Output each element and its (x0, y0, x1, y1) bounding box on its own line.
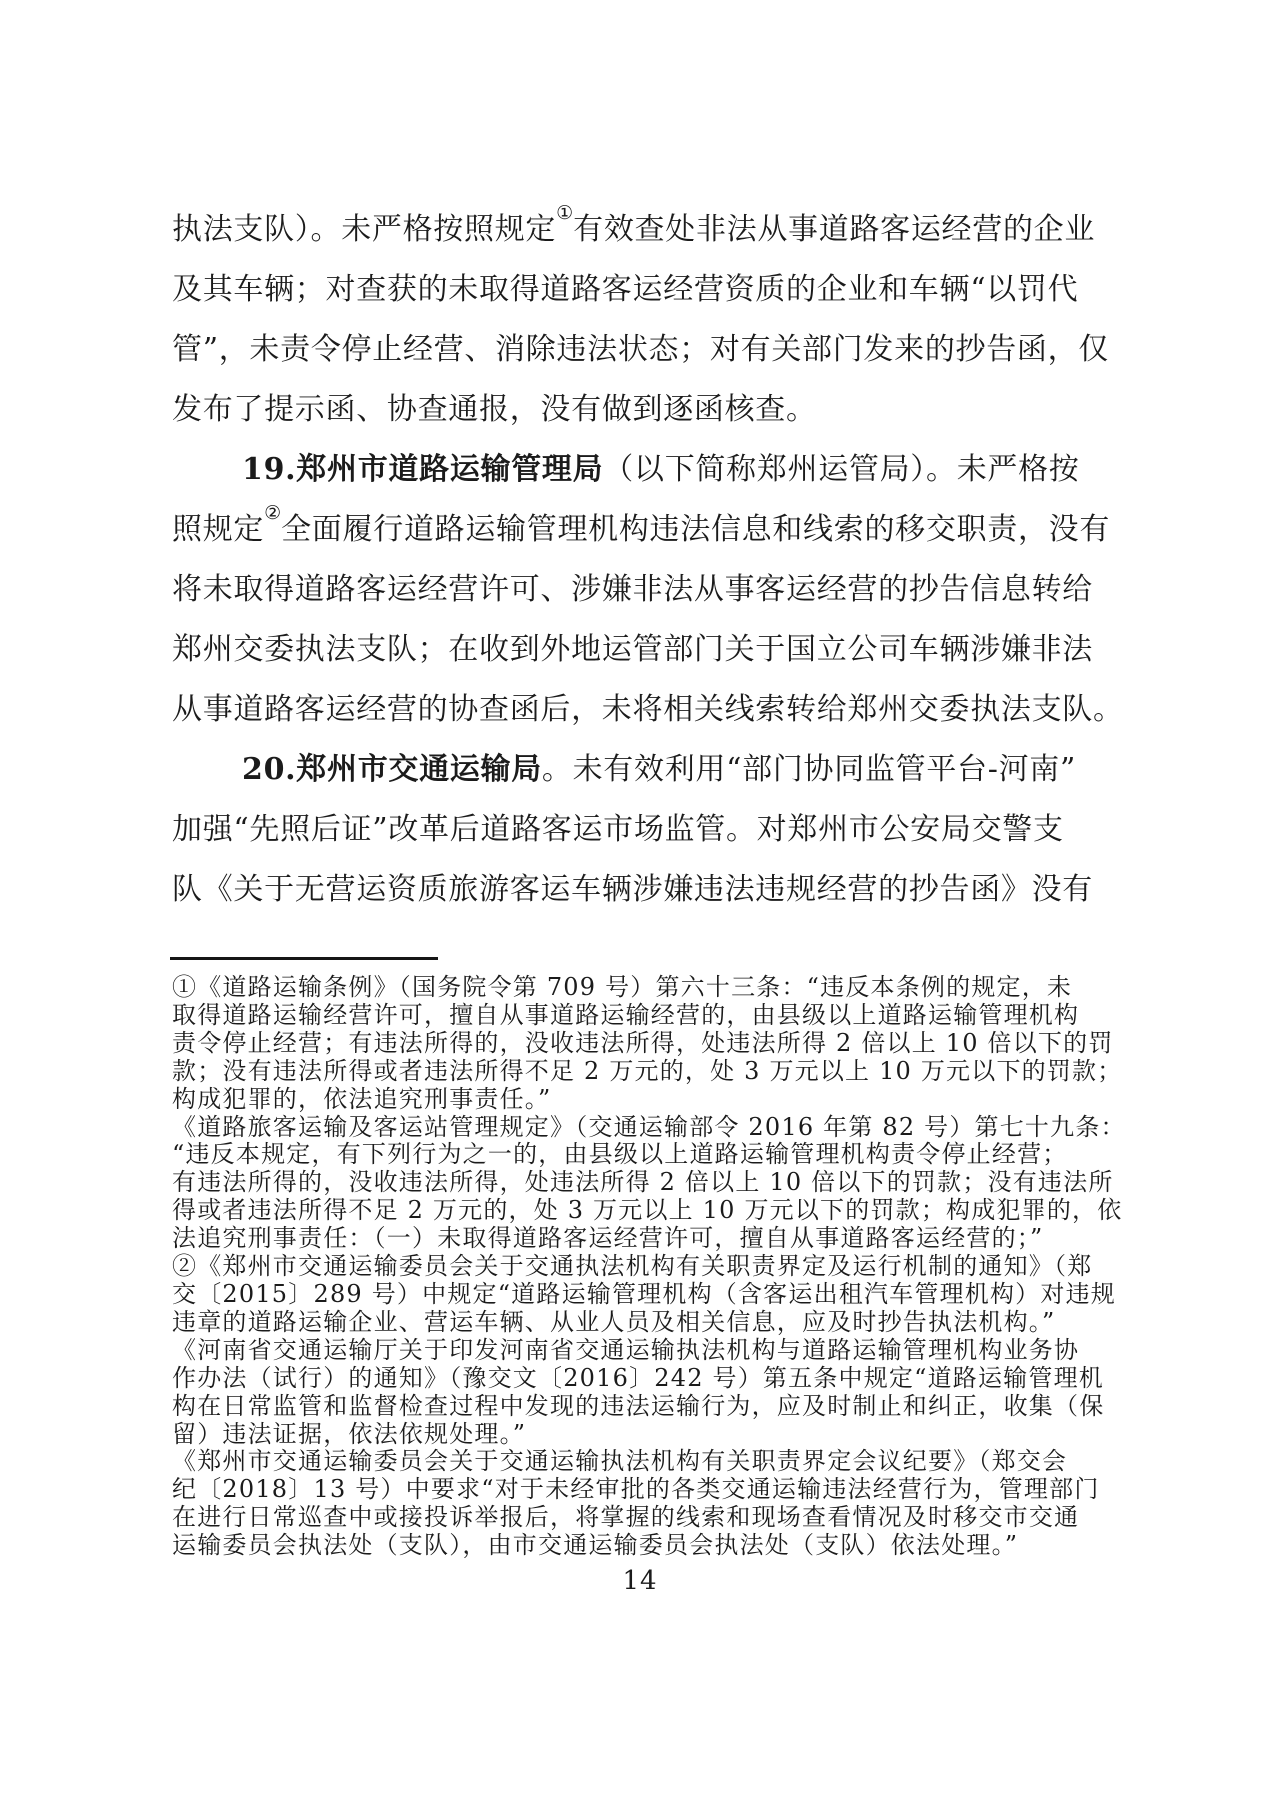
footnote-line: 《河南省交通运输厅关于印发河南省交通运输执法机构与道路运输管理机构业务协 (172, 1335, 1080, 1364)
footnote-line: 得或者违法所得不足 2 万元的，处 3 万元以上 10 万元以下的罚款；构成犯罪的，依 (172, 1196, 1123, 1225)
footnote-line: 《郑州市交通运输委员会关于交通运输执法机构有关职责界定会议纪要》（郑交会 (172, 1447, 1068, 1476)
footnote-line: 在进行日常巡查中或接投诉举报后，将掌握的线索和现场查看情况及时移交市交通 (172, 1503, 1080, 1532)
footnote-line: 违章的道路运输企业、营运车辆、从业人员及相关信息，应及时抄告执法机构。” (172, 1307, 1056, 1336)
body-line-text: 全面履行道路运输管理机构违法信息和线索的移交职责，没有 (281, 512, 1111, 547)
body-line-text: 将未取得道路客运经营许可、涉嫌非法从事客运经营的抄告信息转给 (172, 572, 1093, 607)
paragraph-heading-20: 20.郑州市交通运输局 (242, 752, 542, 787)
paragraph-heading-19: 19.郑州市道路运输管理局 (242, 452, 604, 487)
body-line-text: 照规定 (172, 512, 265, 547)
footnote-line: 作办法（试行）的通知》（豫交文〔2016〕242 号）第五条中规定“道路运输管理机 (172, 1363, 1104, 1392)
footnote-line: 取得道路运输经营许可，擅自从事道路运输经营的，由县级以上道路运输管理机构 (172, 1000, 1080, 1029)
footnote-line: 法追究刑事责任：（一）未取得道路客运经营许可，擅自从事道路客运经营的；” (172, 1224, 1044, 1253)
footnote-line: 《道路旅客运输及客运站管理规定》（交通运输部令 2016 年第 82 号）第七十九条： (172, 1112, 1126, 1141)
footnote-line: 有违法所得的，没收违法所得，处违法所得 2 倍以上 10 倍以下的罚款；没有违法所 (172, 1168, 1114, 1197)
footnote-separator (170, 957, 438, 960)
footnote-line: 运输委员会执法处（支队），由市交通运输委员会执法处（支队）依法处理。” (172, 1531, 1019, 1560)
body-line-text: 加强“先照后证”改革后道路客运市场监管。对郑州市公安局交警支 (172, 812, 1064, 847)
body-line-text: 。未有效利用“部门协同监管平台-河南” (541, 752, 1077, 787)
body-line (172, 800, 1114, 860)
footnote-ref-1: ① (556, 202, 574, 225)
body-line-text: 发布了提示函、协查通报，没有做到逐函核查。 (172, 392, 817, 427)
footnote-ref-2: ② (264, 502, 282, 525)
footnote-line: “违反本规定，有下列行为之一的，由县级以上道路运输管理机构责令停止经营； (172, 1140, 1068, 1169)
body-line (172, 860, 1114, 920)
page-number: 14 (622, 1566, 658, 1596)
body-line-text: 执法支队）。未严格按照规定 (172, 212, 557, 247)
footnote-line: 责令停止经营；有违法所得的，没收违法所得，处违法所得 2 倍以上 10 倍以下的罚 (172, 1028, 1114, 1057)
body-line-text: 及其车辆；对查获的未取得道路客运经营资质的企业和车辆“以罚代 (172, 272, 1079, 307)
footnote-line: 构在日常监管和监督检查过程中发现的违法运输行为，应及时制止和纠正，收集（保 (172, 1391, 1105, 1420)
footnote-line: 构成犯罪的，依法追究刑事责任。” (172, 1084, 552, 1113)
body-line (172, 680, 1124, 740)
body-line-text: 从事道路客运经营的协查函后，未将相关线索转给郑州交委执法支队。 (172, 692, 1124, 727)
body-line-text: （以下简称郑州运管局）。未严格按 (603, 452, 1080, 487)
body-line-text: 管”，未责令停止经营、消除违法状态；对有关部门发来的抄告函，仅 (172, 332, 1110, 367)
body-line (172, 440, 1114, 500)
body-line (172, 200, 1114, 260)
body-line (172, 740, 1114, 800)
footnotes-section (172, 973, 1126, 1560)
footnote-line: 留）违法证据，依法依规处理。” (172, 1419, 527, 1448)
body-line (172, 500, 1114, 560)
body-line (172, 260, 1114, 320)
body-line (172, 380, 1114, 440)
footnote-line: 款；没有违法所得或者违法所得不足 2 万元的，处 3 万元以上 10 万元以下的罚款； (172, 1056, 1123, 1085)
body-line (172, 320, 1114, 380)
body-line (172, 620, 1114, 680)
body-line-text: 有效查处非法从事道路客运经营的企业 (573, 212, 1096, 247)
footnote-line: 纪〔2018〕13 号）中要求“对于未经审批的各类交通运输违法经营行为，管理部门 (172, 1475, 1100, 1504)
footnote-line: ①《道路运输条例》（国务院令第 709 号）第六十三条：“违反本条例的规定，未 (172, 973, 1073, 1001)
footnote-line: 交〔2015〕289 号）中规定“道路运输管理机构（含客运出租汽车管理机构）对违规 (172, 1279, 1116, 1308)
body-text (172, 200, 1124, 920)
body-line (172, 560, 1114, 620)
body-line-text: 队《关于无营运资质旅游客运车辆涉嫌违法违规经营的抄告函》没有 (172, 872, 1093, 907)
footnote-line: ②《郑州市交通运输委员会关于交通执法机构有关职责界定及运行机制的通知》（郑 (172, 1252, 1093, 1281)
body-line-text: 郑州交委执法支队；在收到外地运管部门关于国立公司车辆涉嫌非法 (172, 632, 1093, 667)
